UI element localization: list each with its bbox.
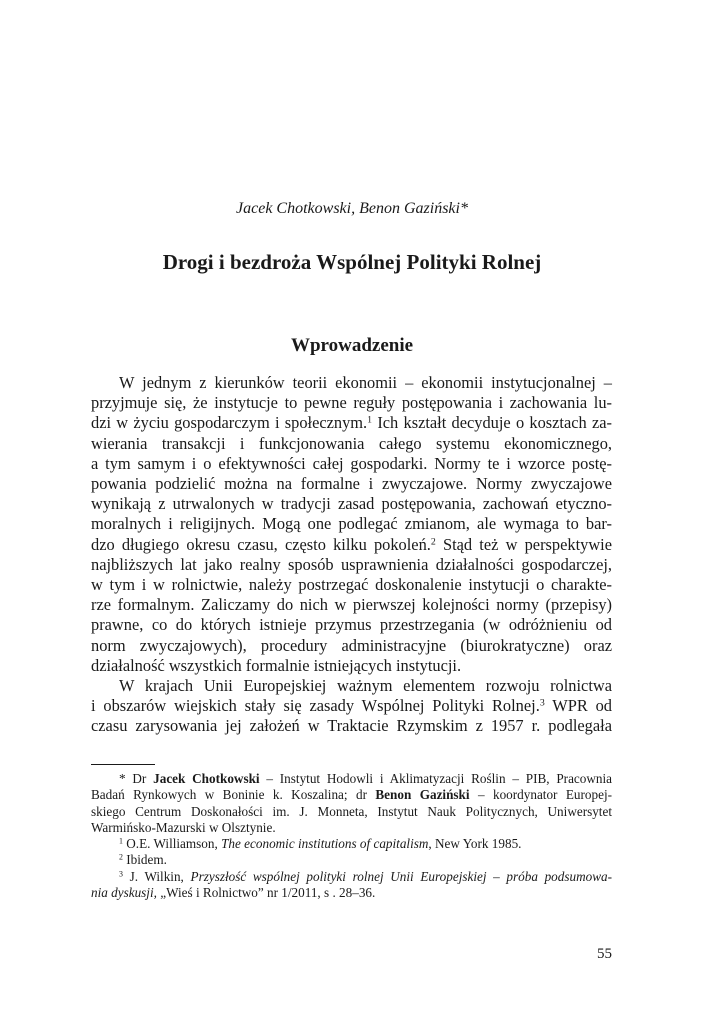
article-title: Drogi i bezdroża Wspólnej Polityki Rolnej xyxy=(162,250,542,274)
body-line: powania podzielić można na formalne i zwyczajowe. Normy zwyczajowe xyxy=(91,474,612,494)
footnote-3 xyxy=(91,869,612,885)
footnotes xyxy=(91,771,612,901)
footnote-marker: 3 xyxy=(119,869,123,879)
footnote-star-cont: skiego Centrum Doskonałości im. J. Monneta, Instytut Nauk Politycznych, Uniwersytet xyxy=(91,803,612,819)
section-heading: Wprowadzenie xyxy=(290,335,414,356)
footnote-3-cont xyxy=(91,885,612,901)
body-line-part: WPR od xyxy=(544,696,613,716)
footnote-ref[interactable]: 2 xyxy=(430,536,436,548)
footnote-ref[interactable]: 3 xyxy=(539,697,545,709)
body-text xyxy=(91,373,612,737)
footnote-text: Badań Rynkowych w Boninie k. Koszalina; dr xyxy=(91,787,376,803)
body-line: prawne, co do których istnieje przymus przestrzegania (w odróżnieniu od xyxy=(91,615,612,635)
body-line xyxy=(91,535,612,555)
body-line: wierania transakcji i funkcjonowania całego systemu ekonomicznego, xyxy=(91,433,612,453)
footnote-text: „Wieś i Rolnictwo” nr 1/2011, s . 28–36. xyxy=(156,885,376,901)
author-name: Jacek Chotkowski xyxy=(153,771,260,786)
footnote-marker: * Dr xyxy=(119,771,154,786)
body-line: najbliższych lat jako realny sposób usprawnienia działalności gospodarczej, xyxy=(91,554,612,574)
body-line-part: dzo długiego okresu czasu, często kilku pokoleń. xyxy=(91,534,431,554)
body-line-part: dzi w życiu gospodarczym i społecznym. xyxy=(91,413,368,433)
body-line-part: Ich kształt decyduje o kosztach za- xyxy=(372,413,612,433)
body-line-part: i obszarów wiejskich stały się zasady Wspólnej Polityki Rolnej. xyxy=(91,696,540,716)
body-line: W jednym z kierunków teorii ekonomii – ekonomii instytucjonalnej – xyxy=(119,373,612,392)
body-line: a tym samym i o efektywności całej gospodarki. Normy te i wzorce postę- xyxy=(91,453,612,473)
footnote-title: Przyszłość wspólnej polityki rolnej Unii Europejskiej – próba podsumowa- xyxy=(190,868,612,884)
body-line xyxy=(91,696,612,716)
footnote-text: – Instytut Hodowli i Aklimatyzacji Roślin – PIB, Pracownia xyxy=(259,771,613,786)
footnote-marker: 2 xyxy=(119,853,123,863)
footnote-star-cont: Warmińsko-Mazurski w Olsztynie. xyxy=(91,819,276,835)
footnote-marker: 1 xyxy=(119,836,123,846)
body-line: moralnych i religijnych. Mogą one podlegać zmianom, ale wymaga to bar- xyxy=(91,514,612,534)
page-number: 55 xyxy=(597,946,612,962)
footnote-star-cont xyxy=(91,787,612,803)
body-line: działalność wszystkich formalnie istniejących instytucji. xyxy=(91,655,462,675)
body-line: przyjmuje się, że instytucje to pewne reguły postępowania i zachowania lu- xyxy=(91,393,612,413)
body-line: norm zwyczajowych), procedury administracyjne (biurokratyczne) oraz xyxy=(91,635,612,655)
footnote-text: J. Wilkin, xyxy=(122,868,191,884)
body-line: wynikają z utrwalonych w tradycji zasad postępowania, zachowań etyczno- xyxy=(91,494,612,514)
footnote-1 xyxy=(91,836,612,852)
body-line: czasu zarysowania jej założeń w Traktacie Rzymskim z 1957 r. podlegała xyxy=(91,716,612,736)
body-line: w tym i w rolnictwie, należy postrzegać doskonalenie instytucji o charakte- xyxy=(91,575,612,595)
footnote-title: The economic institutions of capitalism xyxy=(221,836,429,852)
footnote-text: , New York 1985. xyxy=(428,836,522,852)
body-line: W krajach Unii Europejskiej ważnym elementem rozwoju rolnictwa xyxy=(119,676,612,696)
body-line xyxy=(91,413,612,433)
footnote-ref[interactable]: 1 xyxy=(367,415,373,426)
footnote-text: Ibidem. xyxy=(122,852,167,868)
footnote-divider xyxy=(91,764,155,765)
footnote-text: O.E. Williamson, xyxy=(122,836,222,852)
footnote-star xyxy=(91,771,612,787)
footnote-text: – koordynator Europej- xyxy=(469,787,613,803)
footnote-title: nia dyskusji, xyxy=(91,885,157,901)
author-name: Benon Gaziński xyxy=(375,787,470,803)
author-line: Jacek Chotkowski, Benon Gaziński* xyxy=(236,200,468,217)
body-line-part: Stąd też w perspektywie xyxy=(435,534,612,554)
footnote-2 xyxy=(91,852,612,868)
body-line: rze formalnym. Zaliczamy do nich w pierwszej kolejności normy (przepisy) xyxy=(91,595,612,615)
